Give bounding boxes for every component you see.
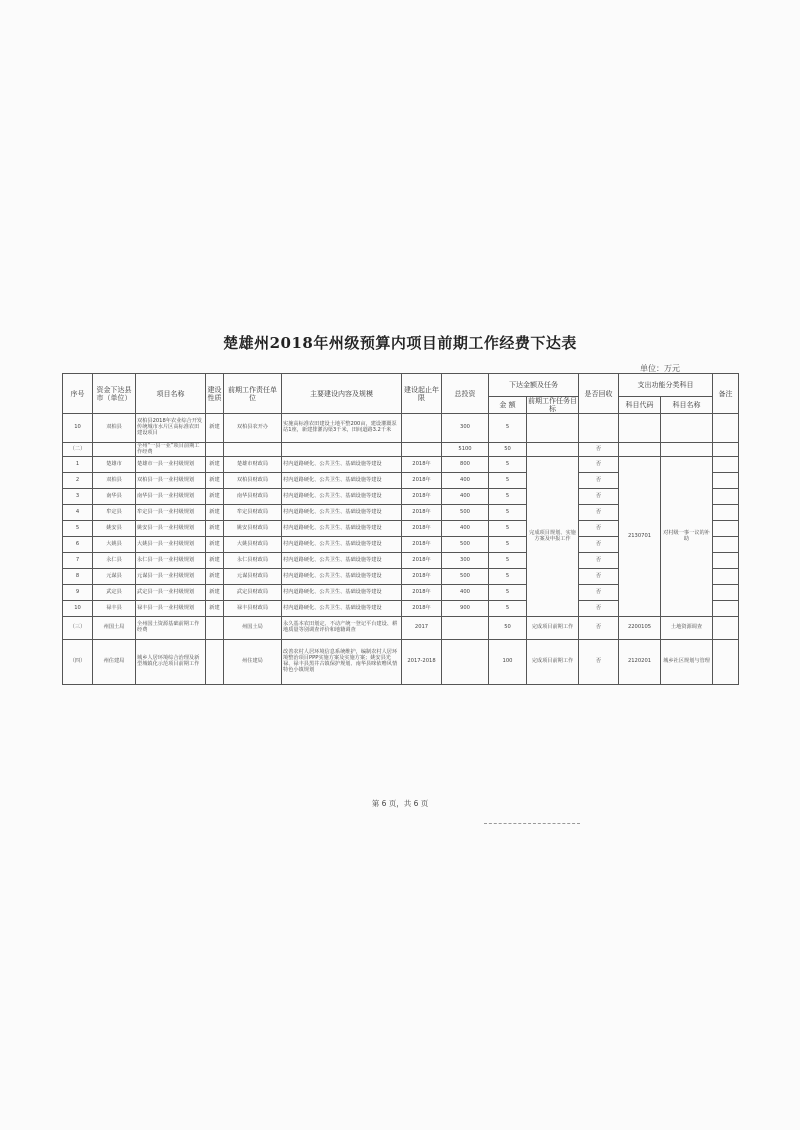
cell-recover: 否: [579, 617, 619, 640]
cell-project-name: 双柏县一县一业村级规划: [136, 473, 206, 489]
cell-content: 村内道路硬化、公共卫生、基础设施等建设: [282, 521, 402, 537]
header-remark: 备注: [713, 374, 739, 414]
cell-content: 村内道路硬化、公共卫生、基础设施等建设: [282, 569, 402, 585]
cell-total: 900: [442, 601, 489, 617]
cell-content: 村内道路硬化、公共卫生、基础设施等建设: [282, 537, 402, 553]
cell-project-name: 永仁县一县一业村级规划: [136, 553, 206, 569]
table-row: [63, 617, 739, 640]
cell-project-name: 双柏县2018年农业综合开发传统城市水片区高标准农田建设项目: [136, 414, 206, 443]
cell-amount: 5: [489, 489, 527, 505]
header-issued-group: 下达金额及任务: [489, 374, 579, 397]
cell-amount: 5: [489, 414, 527, 443]
cell-total: 400: [442, 489, 489, 505]
header-subject-group: 支出功能分类科目: [619, 374, 713, 397]
header-period: 建设起止年限: [402, 374, 442, 414]
cell-code: [619, 414, 661, 443]
cell-recipient: [93, 443, 136, 457]
cell-remark: [713, 585, 739, 601]
cell-seq: （二）: [63, 443, 93, 457]
cell-period: 2018年: [402, 569, 442, 585]
cell-remark: [713, 640, 739, 685]
cell-content: 改善农村人居环境信息系统维护，编制农村人居环境整治项目PPP实施方案及实施方案；姚安县光禄、禄丰县黑井古镇保护规划、南华县咪依噜风情特色小镇规划: [282, 640, 402, 685]
cell-nature: [206, 617, 224, 640]
cell-recipient: 武定县: [93, 585, 136, 601]
header-seq: 序号: [63, 374, 93, 414]
cell-seq: 5: [63, 521, 93, 537]
cell-recover: 否: [579, 489, 619, 505]
cell-nature: 新建: [206, 521, 224, 537]
header-recover: 是否回收: [579, 374, 619, 414]
cell-recipient: 双柏县: [93, 414, 136, 443]
cell-merged-code: 2130701: [619, 457, 661, 617]
cell-recipient: 禄丰县: [93, 601, 136, 617]
cell-total: 400: [442, 521, 489, 537]
cell-project-name: 城乡人居环境综合治理及新型城镇化示范项目前期工作: [136, 640, 206, 685]
cell-nature: 新建: [206, 457, 224, 473]
cell-project-name: 全州国土资源基础前期工作经费: [136, 617, 206, 640]
cell-recover: 否: [579, 585, 619, 601]
cell-remark: [713, 457, 739, 473]
cell-amount: 5: [489, 537, 527, 553]
cell-remark: [713, 553, 739, 569]
cell-period: 2017-2018: [402, 640, 442, 685]
header-nature: 建设性质: [206, 374, 224, 414]
header-row-1: [63, 374, 739, 397]
cell-nature: 新建: [206, 585, 224, 601]
cell-total: [442, 640, 489, 685]
cell-seq: 10: [63, 414, 93, 443]
cell-recover: 否: [579, 537, 619, 553]
cell-responsible: [224, 443, 282, 457]
cell-amount: 5: [489, 585, 527, 601]
cell-recipient: 州住建局: [93, 640, 136, 685]
cell-seq: 4: [63, 505, 93, 521]
cell-period: 2018年: [402, 585, 442, 601]
cell-period: 2018年: [402, 473, 442, 489]
cell-responsible: 州国土局: [224, 617, 282, 640]
cell-subject: 城乡社区规划与管理: [661, 640, 713, 685]
cell-seq: 10: [63, 601, 93, 617]
cell-content: 实施高标准农田建设土地平整200亩，建设灌溉泵站1座，新建排灌沟渠3千米，田间道路3.2千米: [282, 414, 402, 443]
cell-responsible: 永仁县财政局: [224, 553, 282, 569]
cell-content: 村内道路硬化、公共卫生、基础设施等建设: [282, 489, 402, 505]
cell-content: 永久基本农田划定、不动产统一登记平台建设、耕地质量等别调查评价和地籍调查: [282, 617, 402, 640]
header-content: 主要建设内容及规模: [282, 374, 402, 414]
cell-remark: [713, 443, 739, 457]
cell-remark: [713, 521, 739, 537]
cell-amount: 5: [489, 601, 527, 617]
cell-period: 2018年: [402, 601, 442, 617]
cell-responsible: 元谋县财政局: [224, 569, 282, 585]
cell-total: 5100: [442, 443, 489, 457]
cell-total: 300: [442, 414, 489, 443]
cell-recipient: 牟定县: [93, 505, 136, 521]
cell-seq: 3: [63, 489, 93, 505]
cell-responsible: 禄丰县财政局: [224, 601, 282, 617]
cell-seq: 6: [63, 537, 93, 553]
cell-total: 400: [442, 473, 489, 489]
cell-content: 村内道路硬化、公共卫生、基础设施等建设: [282, 585, 402, 601]
cell-responsible: 州住建局: [224, 640, 282, 685]
cell-period: [402, 443, 442, 457]
cell-seq: 1: [63, 457, 93, 473]
cell-nature: 新建: [206, 569, 224, 585]
page-number: 第 6 页，共 6 页: [371, 799, 429, 808]
cell-amount: 5: [489, 473, 527, 489]
cell-remark: [713, 414, 739, 443]
cell-responsible: 大姚县财政局: [224, 537, 282, 553]
cell-nature: 新建: [206, 489, 224, 505]
cell-amount: 100: [489, 640, 527, 685]
funding-table: [62, 373, 739, 685]
cell-total: 300: [442, 553, 489, 569]
cell-total: 400: [442, 585, 489, 601]
cell-responsible: 姚安县财政局: [224, 521, 282, 537]
cell-recipient: 姚安县: [93, 521, 136, 537]
cell-amount: 50: [489, 617, 527, 640]
cell-task: [527, 414, 579, 443]
cell-content: 村内道路硬化、公共卫生、基础设施等建设: [282, 553, 402, 569]
table-row: [63, 457, 739, 473]
cell-period: 2018年: [402, 505, 442, 521]
cell-subject: [661, 414, 713, 443]
cell-remark: [713, 601, 739, 617]
cell-project-name: 元谋县一县一业村级规划: [136, 569, 206, 585]
cell-amount: 5: [489, 457, 527, 473]
cell-nature: 新建: [206, 505, 224, 521]
cell-recipient: 元谋县: [93, 569, 136, 585]
cell-merged-task: 完成项目规划、实施方案及申报工作: [527, 457, 579, 617]
cell-recover: [579, 414, 619, 443]
header-subject-code: 科目代码: [619, 397, 661, 414]
cell-seq: （四）: [63, 640, 93, 685]
cell-merged-subject: 对村级一事一议的补助: [661, 457, 713, 617]
cell-responsible: 牟定县财政局: [224, 505, 282, 521]
cell-recover: 否: [579, 457, 619, 473]
cell-amount: 5: [489, 553, 527, 569]
cell-recover: 否: [579, 553, 619, 569]
cell-recipient: 州国土局: [93, 617, 136, 640]
cell-remark: [713, 473, 739, 489]
cell-project-name: 楚雄市一县一业村级规划: [136, 457, 206, 473]
cell-nature: [206, 640, 224, 685]
cell-recover: 否: [579, 640, 619, 685]
cell-seq: 9: [63, 585, 93, 601]
cell-task: [527, 443, 579, 457]
cell-amount: 5: [489, 569, 527, 585]
cell-period: 2018年: [402, 489, 442, 505]
cell-project-name: 姚安县一县一业村级规划: [136, 521, 206, 537]
cell-amount: 5: [489, 505, 527, 521]
table-row: [63, 414, 739, 443]
cell-total: 500: [442, 505, 489, 521]
cell-project-name: 武定县一县一业村级规划: [136, 585, 206, 601]
cell-remark: [713, 569, 739, 585]
cell-total: [442, 617, 489, 640]
header-task: 前期工作任务目标: [528, 397, 577, 414]
cell-project-name: 南华县一县一业村级规划: [136, 489, 206, 505]
page-title: 楚雄州2018年州级预算内项目前期工作经费下达表: [223, 334, 577, 352]
cell-total: 500: [442, 537, 489, 553]
cell-nature: 新建: [206, 601, 224, 617]
cell-responsible: 双柏县农开办: [224, 414, 282, 443]
cell-code: 2200105: [619, 617, 661, 640]
cell-remark: [713, 489, 739, 505]
cell-nature: 新建: [206, 473, 224, 489]
cell-remark: [713, 505, 739, 521]
cell-recipient: 永仁县: [93, 553, 136, 569]
header-responsible: 前期工作责任单位: [224, 374, 282, 414]
cell-recipient: 楚雄市: [93, 457, 136, 473]
cell-content: 村内道路硬化、公共卫生、基础设施等建设: [282, 457, 402, 473]
cell-content: 村内道路硬化、公共卫生、基础设施等建设: [282, 473, 402, 489]
footer-divider: [484, 823, 580, 824]
cell-task: 完成项目前期工作: [527, 640, 579, 685]
cell-responsible: 南华县财政局: [224, 489, 282, 505]
cell-task: 完成项目前期工作: [527, 617, 579, 640]
cell-project-name: 全州“一县一业”项目前期工作经费: [136, 443, 206, 457]
cell-period: 2017: [402, 617, 442, 640]
cell-total: 800: [442, 457, 489, 473]
cell-subject: 土地资源调查: [661, 617, 713, 640]
cell-period: [402, 414, 442, 443]
cell-recipient: 大姚县: [93, 537, 136, 553]
cell-remark: [713, 537, 739, 553]
cell-period: 2018年: [402, 457, 442, 473]
cell-seq: 2: [63, 473, 93, 489]
cell-project-name: 大姚县一县一业村级规划: [136, 537, 206, 553]
header-amount: 金 额: [489, 397, 527, 414]
cell-content: 村内道路硬化、公共卫生、基础设施等建设: [282, 505, 402, 521]
cell-project-name: 牟定县一县一业村级规划: [136, 505, 206, 521]
header-subject-name: 科目名称: [661, 397, 713, 414]
cell-project-name: 禄丰县一县一业村级规划: [136, 601, 206, 617]
table-row: [63, 640, 739, 685]
cell-recipient: 南华县: [93, 489, 136, 505]
cell-seq: 7: [63, 553, 93, 569]
cell-nature: [206, 443, 224, 457]
cell-remark: [713, 617, 739, 640]
cell-amount: 50: [489, 443, 527, 457]
header-recipient: 资金下达县市（单位）: [93, 374, 136, 414]
cell-nature: 新建: [206, 414, 224, 443]
cell-recover: 否: [579, 473, 619, 489]
cell-recover: 否: [579, 443, 619, 457]
cell-code: [619, 443, 661, 457]
header-project-name: 项目名称: [136, 374, 206, 414]
cell-subject: [661, 443, 713, 457]
header-total: 总投资: [442, 374, 489, 414]
cell-recover: 否: [579, 569, 619, 585]
cell-code: 2120201: [619, 640, 661, 685]
cell-nature: 新建: [206, 537, 224, 553]
cell-recover: 否: [579, 601, 619, 617]
cell-total: 500: [442, 569, 489, 585]
cell-nature: 新建: [206, 553, 224, 569]
cell-recover: 否: [579, 521, 619, 537]
cell-period: 2018年: [402, 553, 442, 569]
unit-label: 单位：万元: [640, 364, 680, 373]
cell-amount: 5: [489, 521, 527, 537]
cell-seq: 8: [63, 569, 93, 585]
table-row: [63, 443, 739, 457]
cell-seq: （三）: [63, 617, 93, 640]
cell-responsible: 双柏县财政局: [224, 473, 282, 489]
cell-responsible: 楚雄市财政局: [224, 457, 282, 473]
cell-period: 2018年: [402, 521, 442, 537]
cell-content: [282, 443, 402, 457]
cell-recipient: 双柏县: [93, 473, 136, 489]
cell-period: 2018年: [402, 537, 442, 553]
cell-responsible: 武定县财政局: [224, 585, 282, 601]
cell-content: 村内道路硬化、公共卫生、基础设施等建设: [282, 601, 402, 617]
cell-recover: 否: [579, 505, 619, 521]
